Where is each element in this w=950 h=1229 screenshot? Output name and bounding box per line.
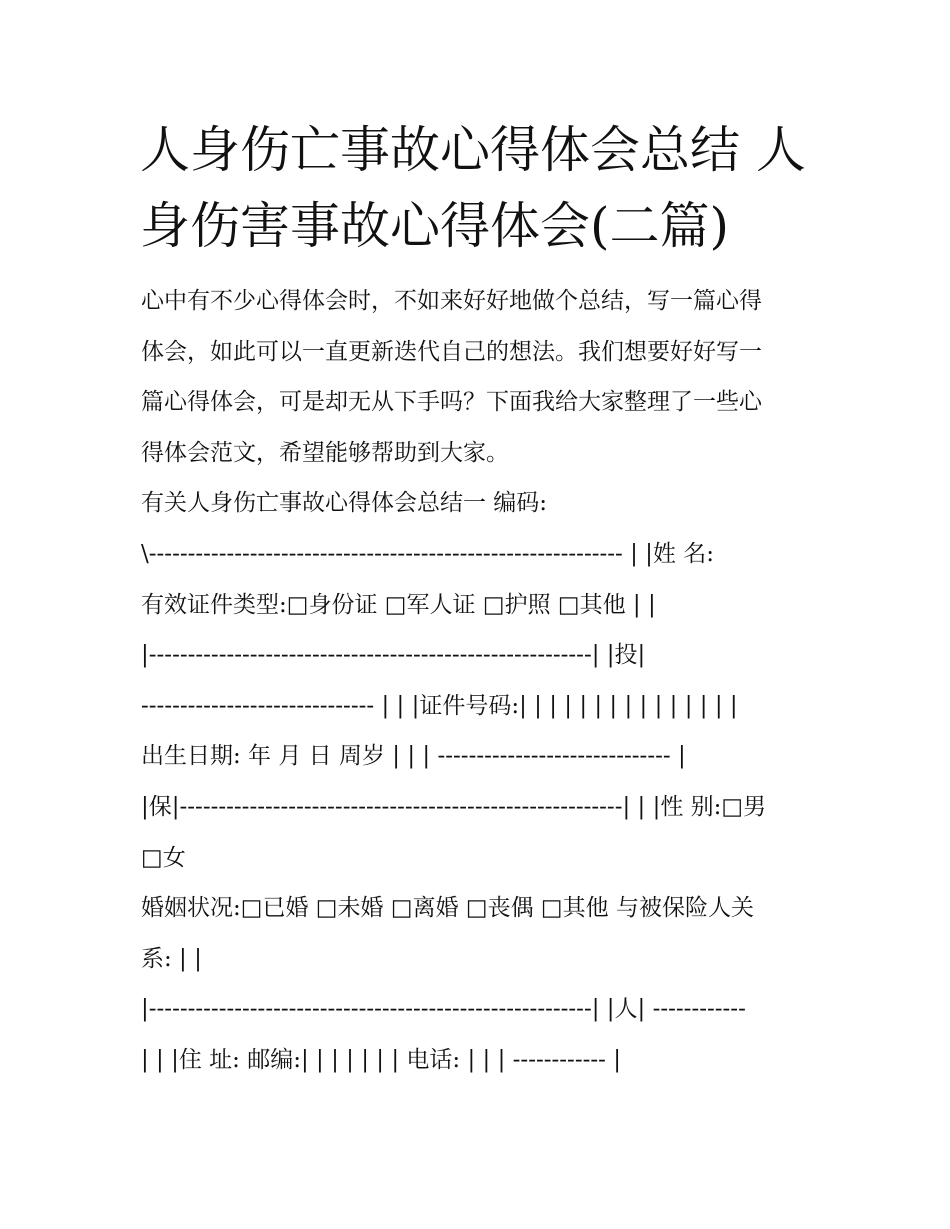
intro-line: 体会，如此可以一直更新迭代自己的想法。我们想要好好写一 <box>141 338 762 365</box>
form-line: |---------------------------------------------------------| |人| ------------ <box>141 996 746 1023</box>
form-line: 婚姻状况:□已婚 □未婚 □离婚 □丧偶 □其他 与被保险人关 <box>141 895 754 922</box>
form-line: ------------------------------ | | |证件号码:| | | | | | | | | | | | | | | <box>141 692 738 719</box>
form-line: | | |住 址: 邮编:| | | | | | | 电话: | | | ------------ | <box>141 1046 621 1073</box>
form-line: |保|---------------------------------------------------------| | |性 别:□男 <box>141 793 767 820</box>
form-line: □女 <box>141 844 186 871</box>
intro-line: 篇心得体会，可是却无从下手吗？下面我给大家整理了一些心 <box>141 389 762 416</box>
form-section <box>141 478 821 1085</box>
form-line: 系: | | <box>141 945 202 972</box>
form-line: |---------------------------------------------------------| |投| <box>141 642 646 669</box>
form-line: \------------------------------------------------------------- | |姓 名: <box>141 540 714 567</box>
title-line: 人身伤亡事故心得体会总结 人 <box>140 121 806 179</box>
intro-paragraph <box>141 276 821 478</box>
form-line: 出生日期: 年 月 日 周岁 | | | ------------------------------ | <box>141 743 686 770</box>
document-title <box>140 112 830 264</box>
section-heading: 有关人身伤亡事故心得体会总结一 编码: <box>141 490 548 517</box>
title-line: 身伤害事故心得体会(二篇) <box>140 197 730 255</box>
intro-line: 得体会范文，希望能够帮助到大家。 <box>141 439 509 466</box>
form-line: 有效证件类型:□身份证 □军人证 □护照 □其他 | | <box>141 591 656 618</box>
intro-line: 心中有不少心得体会时，不如来好好地做个总结，写一篇心得 <box>141 288 762 314</box>
document-body <box>141 276 821 1086</box>
